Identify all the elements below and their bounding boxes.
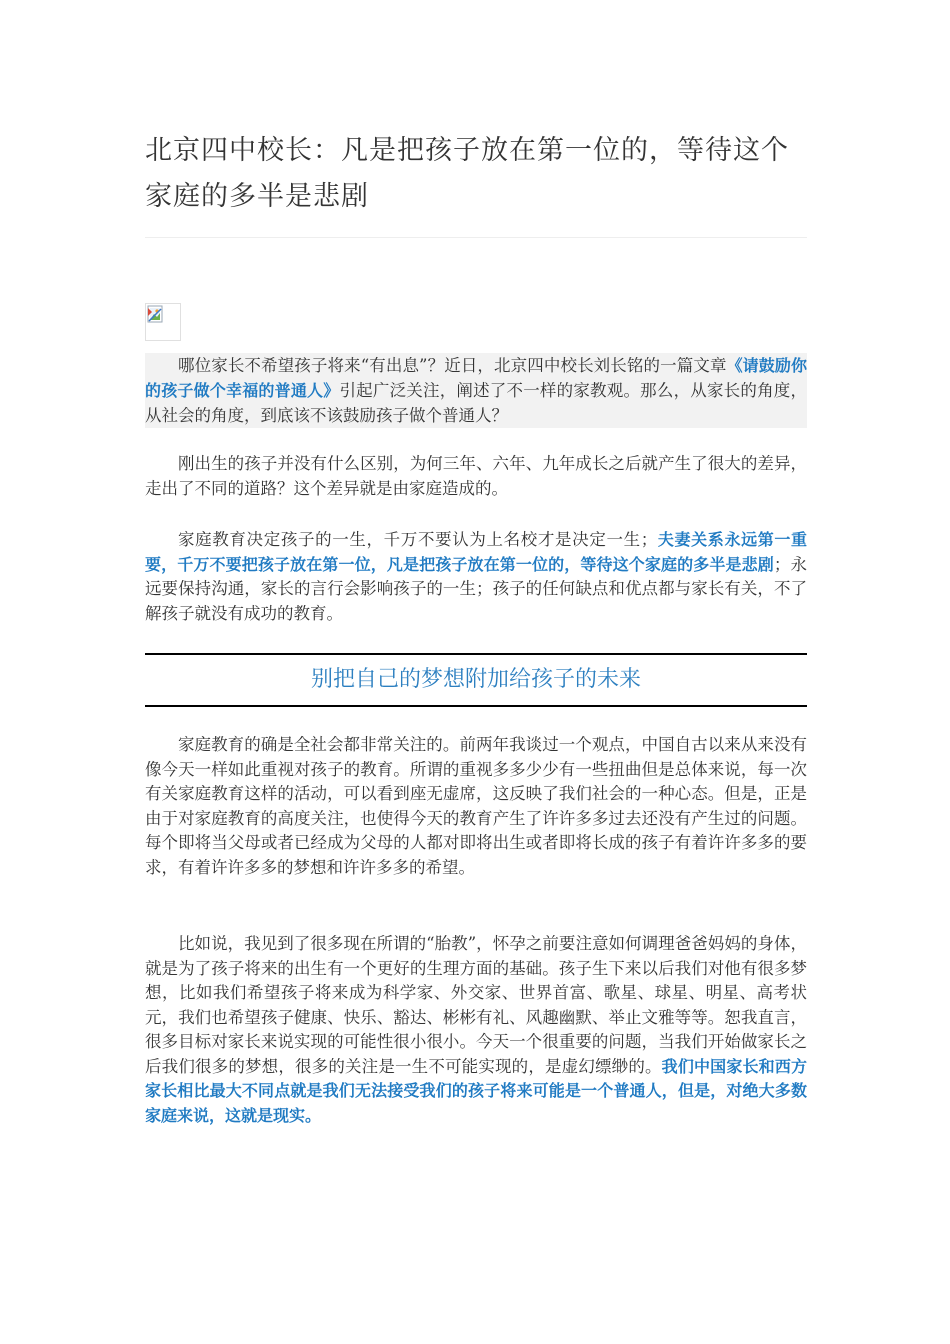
- paragraph-2-highlight: 夫妻关系永远第一重要，千万不要把孩子放在第一位，凡是把孩子放在第一位的，等待这个家庭的多半是悲剧: [145, 530, 807, 574]
- section-heading: 别把自己的梦想附加给孩子的未来: [310, 667, 641, 692]
- article-link[interactable]: 《请鼓励你的孩子做个幸福的普通人》: [145, 356, 807, 400]
- intro-paragraph: [145, 353, 807, 428]
- paragraph-1: 刚出生的孩子并没有什么区别，为何三年、六年、九年成长之后就产生了很大的差异，走出了不同的道路？这个差异就是由家庭造成的。: [145, 454, 807, 498]
- paragraph-2-text-start: 家庭教育决定孩子的一生，千万不要认为上名校才是决定一生；: [178, 530, 658, 549]
- paragraph-4-text: 比如说，我见到了很多现在所谓的“胎教”，怀孕之前要注意如何调理爸爸妈妈的身体，就是为了孩子将来的出生有一个更好的生理方面的基础。孩子生下来以后我们对他有很多梦想，比如我们希望孩子将来成为科学家、外交家、世界首富、歌星、球星、明星、高考状元，我们也希望孩子健康、快乐、豁达、彬彬有礼、风趣幽默、举止文雅等等。恕我直言，很多目标对家长来说实现的可能性很小很小。今天一个很重要的问题，当我们开始做家长之后我们很多的梦想，很多的关注是一生不可能实现的，是虚幻缥缈的。: [145, 934, 807, 1076]
- broken-image-icon: [145, 303, 181, 341]
- paragraph-4: [145, 932, 807, 1128]
- paragraph-2-text-end: ；永远要保持沟通，家长的言行会影响孩子的一生；孩子的任何缺点和优点都与家长有关，不了解孩子就没有成功的教育。: [145, 554, 807, 623]
- intro-text-end: 引起广泛关注，阐述了不一样的家教观。那么，从家长的角度，从社会的角度，到底该不该鼓励孩子做个普通人？: [145, 381, 807, 425]
- intro-text-start: 哪位家长不希望孩子将来“有出息”？近日，北京四中校长刘长铭的一篇文章: [178, 356, 727, 375]
- article-title: 北京四中校长：凡是把孩子放在第一位的，等待这个家庭的多半是悲剧: [145, 135, 789, 212]
- paragraph-3: 家庭教育的确是全社会都非常关注的。前两年我谈过一个观点，中国自古以来从来没有像今天一样如此重视对孩子的教育。所谓的重视多多少少有一些扭曲但是总体来说，每一次有关家庭教育这样的活动，可以看到座无虚席，这反映了我们社会的一种心态。但是，正是由于对家庭教育的高度关注，也使得今天的教育产生了许许多多过去还没有产生过的问题。每个即将当父母或者已经成为父母的人都对即将出生或者即将长成的孩子有着许许多多的要求，有着许许多多的梦想和许许多多的希望。: [145, 735, 807, 877]
- paragraph-2: [145, 528, 807, 626]
- title-divider: [145, 237, 807, 238]
- section-heading-box: [145, 653, 807, 707]
- paragraph-4-highlight: 我们中国家长和西方家长相比最大不同点就是我们无法接受我们的孩子将来可能是一个普通人，但是，对绝大多数家庭来说，这就是现实。: [145, 1056, 807, 1125]
